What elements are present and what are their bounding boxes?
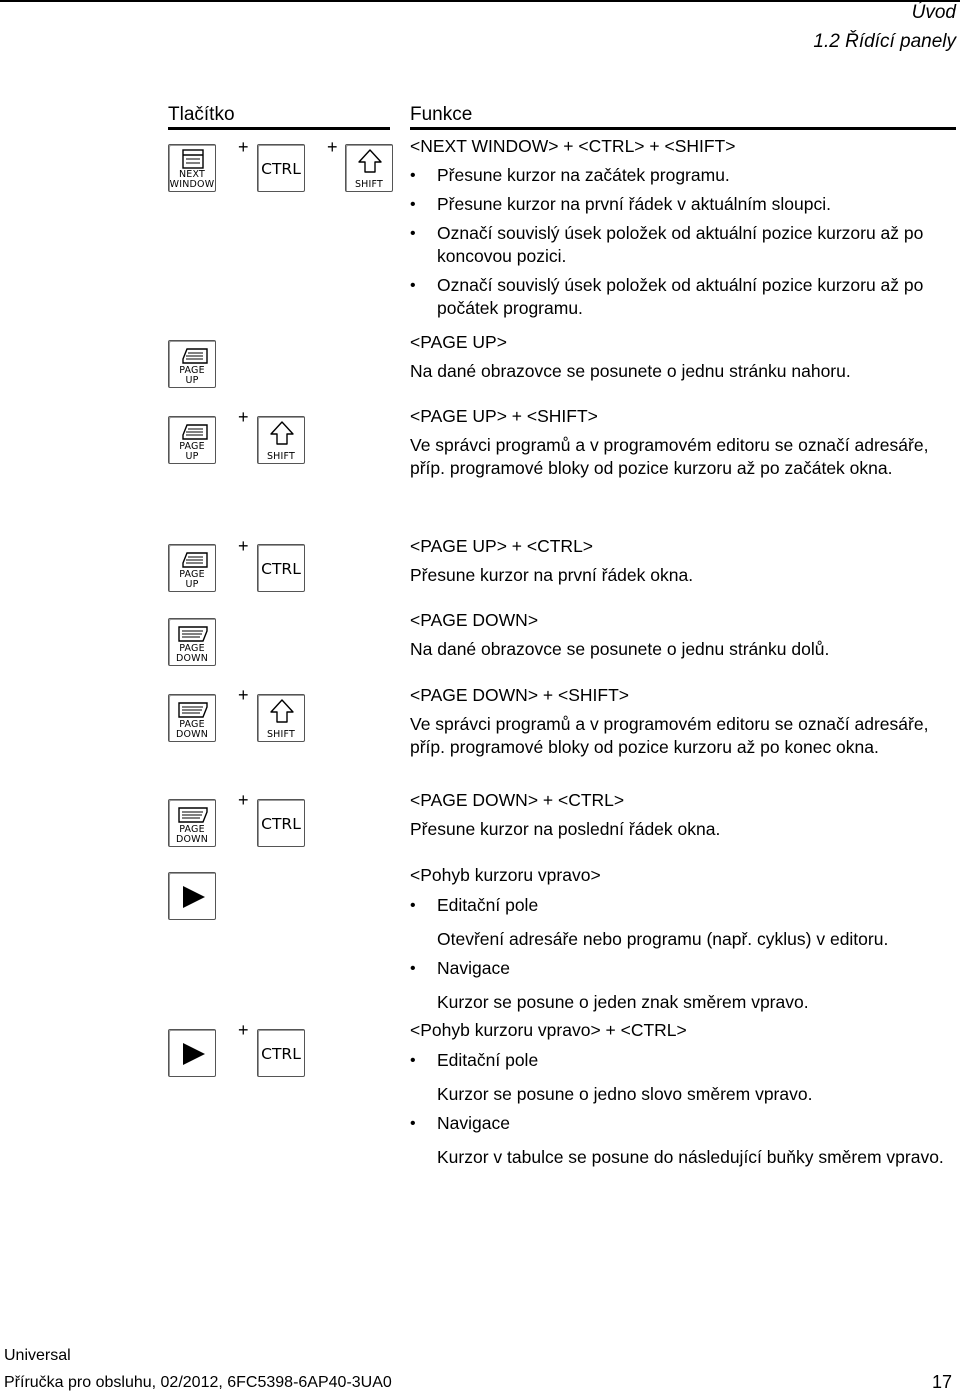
ctrl-key	[257, 544, 305, 592]
page-down-key	[168, 618, 216, 666]
function-description: Na dané obrazovce se posunete o jednu stránku dolů.	[410, 639, 830, 659]
function-page-down	[410, 609, 950, 661]
ctrl-label: CTRL	[261, 160, 301, 178]
ctrl-key	[257, 799, 305, 847]
page-down-label-1: PAGE	[179, 824, 205, 835]
page-up-label-1: PAGE	[179, 569, 205, 580]
list-item: • Navigace	[410, 1112, 950, 1135]
page-down-label-2: DOWN	[175, 729, 209, 740]
page-down-label-1: PAGE	[179, 719, 205, 730]
cursor-right-key	[168, 1029, 216, 1077]
list-item: • Označí souvislý úsek položek od aktuální pozice kurzoru až po koncovou pozici.	[410, 222, 950, 268]
ctrl-key	[257, 1029, 305, 1077]
function-description: Na dané obrazovce se posunete o jednu stránku nahoru.	[410, 361, 851, 381]
list-item: • Editační pole	[410, 894, 950, 917]
next-window-label-1: NEXT	[178, 169, 206, 180]
ctrl-label: CTRL	[261, 1045, 301, 1063]
shift-label: SHIFT	[354, 179, 384, 190]
plus-sign: +	[238, 1020, 249, 1040]
page-up-key	[168, 340, 216, 388]
function-title: <PAGE UP> + <CTRL>	[410, 536, 594, 556]
shift-key	[345, 144, 393, 192]
right-arrow-icon	[169, 1030, 217, 1078]
cursor-right-key	[168, 872, 216, 920]
ctrl-label: CTRL	[261, 815, 301, 833]
shift-key	[257, 416, 305, 464]
list-item: • Přesune kurzor na začátek programu.	[410, 164, 950, 187]
header-rule	[0, 0, 960, 2]
function-description: Ve správci programů a v programovém editoru se označí adresáře, příp. programové bloky od pozice kurzoru až po konec okna.	[410, 714, 929, 757]
ctrl-label: CTRL	[261, 560, 301, 578]
column-heading-function: Funkce	[410, 104, 473, 125]
function-title: <Pohyb kurzoru vpravo>	[410, 865, 601, 885]
right-arrow-icon	[169, 873, 217, 921]
column-heading-key: Tlačítko	[168, 104, 235, 125]
next-window-label-2: WINDOW	[169, 179, 215, 190]
list-item: • Editační pole	[410, 1049, 950, 1072]
function-title: <PAGE DOWN> + <CTRL>	[410, 790, 625, 810]
function-title: <PAGE UP>	[410, 332, 507, 352]
shift-key	[257, 694, 305, 742]
list-item-detail: Kurzor se posune o jedno slovo směrem vpravo.	[437, 1084, 813, 1104]
page-down-label-2: DOWN	[175, 653, 209, 664]
page-down-label-2: DOWN	[175, 834, 209, 845]
shift-label: SHIFT	[266, 729, 296, 740]
page-up-label-2: UP	[185, 375, 199, 386]
plus-sign: +	[238, 137, 249, 157]
function-title: <NEXT WINDOW> + <CTRL> + <SHIFT>	[410, 136, 736, 156]
plus-sign: +	[238, 407, 249, 427]
function-page-up	[410, 331, 950, 383]
function-page-down-shift	[410, 684, 950, 759]
list-item: • Navigace	[410, 957, 950, 980]
page-up-key	[168, 544, 216, 592]
function-description: Přesune kurzor na první řádek okna.	[410, 565, 694, 585]
footer-product: Universal	[4, 1347, 71, 1364]
function-title: <Pohyb kurzoru vpravo> + <CTRL>	[410, 1020, 687, 1040]
ctrl-key	[257, 144, 305, 192]
list-item-detail: Kurzor se posune o jeden znak směrem vpravo.	[437, 992, 809, 1012]
function-title: <PAGE DOWN> + <SHIFT>	[410, 685, 629, 705]
column-rule-key	[168, 127, 390, 130]
chapter-title: Úvod	[911, 2, 956, 23]
plus-sign: +	[327, 137, 338, 157]
list-item: • Přesune kurzor na první řádek v aktuálním sloupci.	[410, 193, 950, 216]
page-up-label-1: PAGE	[179, 441, 205, 452]
function-cursor-right	[410, 864, 950, 1014]
page-down-label-1: PAGE	[179, 643, 205, 654]
list-item-detail: Kurzor v tabulce se posune do následující buňky směrem vpravo.	[437, 1147, 944, 1167]
function-title: <PAGE UP> + <SHIFT>	[410, 406, 598, 426]
next-window-key	[168, 144, 216, 192]
section-title: 1.2 Řídící panely	[813, 31, 956, 52]
list-item: • Označí souvislý úsek položek od aktuální pozice kurzoru až po počátek programu.	[410, 274, 950, 320]
function-page-up-shift	[410, 405, 950, 480]
shift-label: SHIFT	[266, 451, 296, 462]
plus-sign: +	[238, 536, 249, 556]
function-description: Přesune kurzor na poslední řádek okna.	[410, 819, 721, 839]
plus-sign: +	[238, 685, 249, 705]
function-description: Ve správci programů a v programovém editoru se označí adresáře, příp. programové bloky od pozice kurzoru až po začátek okna.	[410, 435, 929, 478]
function-page-down-ctrl	[410, 789, 950, 841]
page-up-key	[168, 416, 216, 464]
function-title: <PAGE DOWN>	[410, 610, 539, 630]
page-up-label-1: PAGE	[179, 365, 205, 376]
column-rule-function	[410, 127, 956, 130]
function-cursor-right-ctrl	[410, 1019, 950, 1169]
plus-sign: +	[238, 790, 249, 810]
footer-manual: Příručka pro obsluhu, 02/2012, 6FC5398-6AP40-3UA0	[4, 1374, 392, 1391]
page-up-label-2: UP	[185, 579, 199, 590]
function-next-window-ctrl-shift	[410, 135, 950, 320]
page-number: 17	[931, 1372, 952, 1392]
page-up-label-2: UP	[185, 451, 199, 462]
page-down-key	[168, 799, 216, 847]
page-down-key	[168, 694, 216, 742]
function-page-up-ctrl	[410, 535, 950, 587]
list-item-detail: Otevření adresáře nebo programu (např. cyklus) v editoru.	[437, 929, 889, 949]
